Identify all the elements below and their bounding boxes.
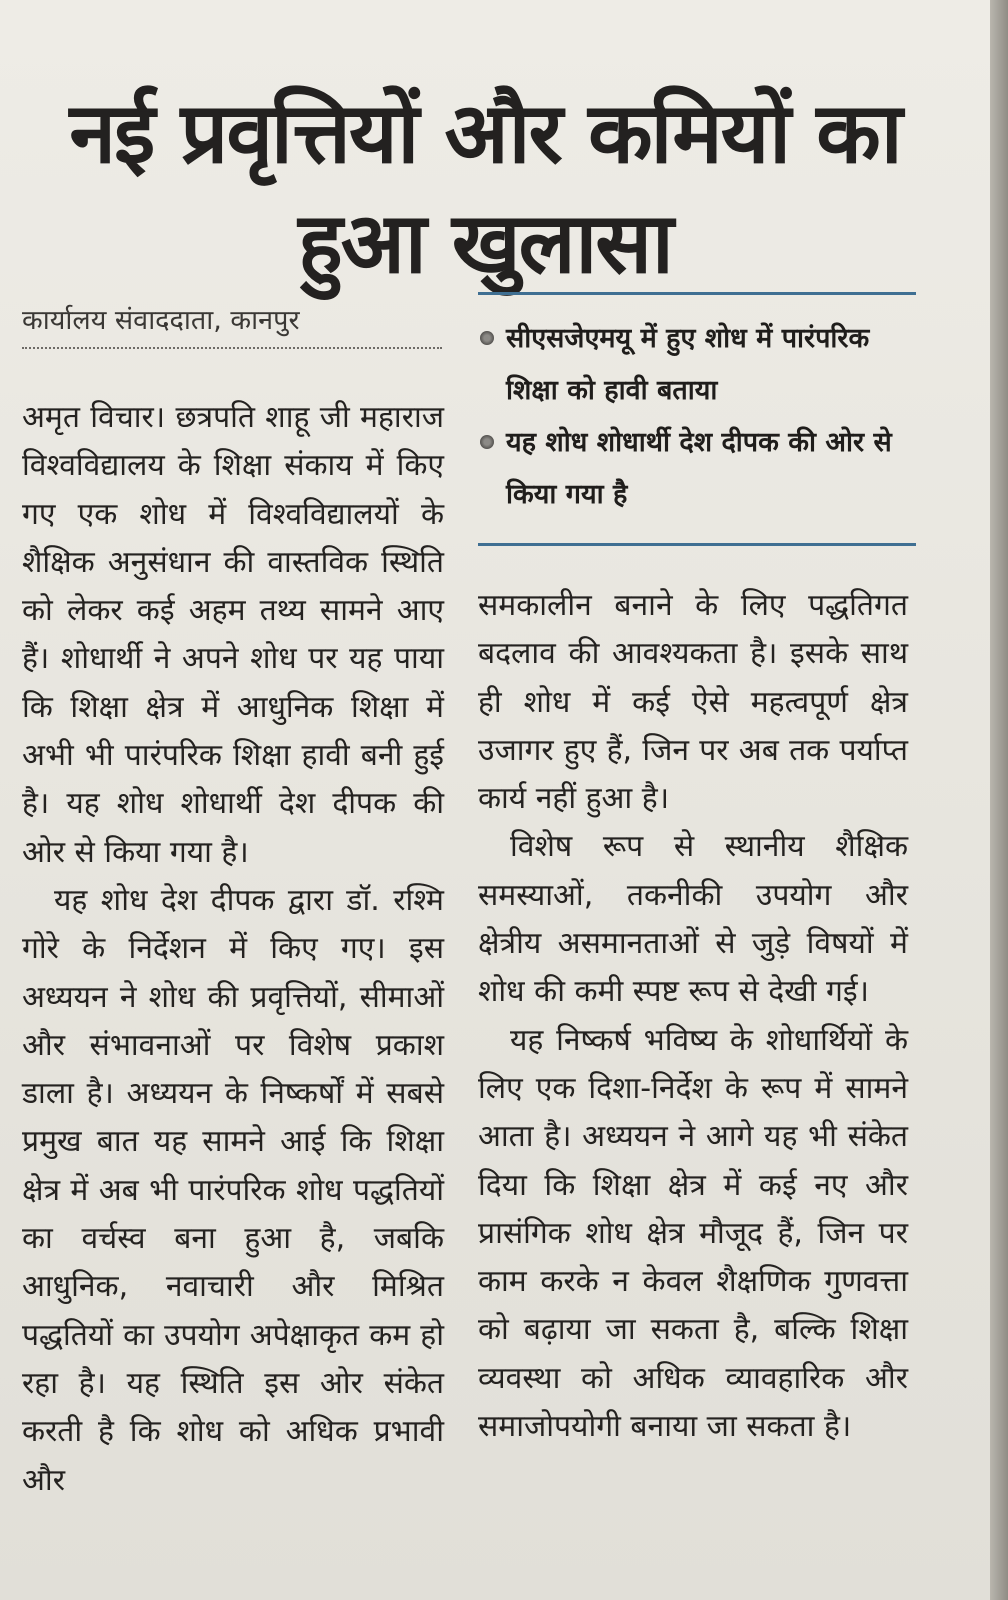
paragraph: अमृत विचार। छत्रपति शाहू जी महाराज विश्वविद्यालय के शिक्षा संकाय में किए गए एक शोध में विश्वविद्यालयों के शैक्षिक अनुसंधान की वास्तविक स्थिति को लेकर कई अहम तथ्य सामने आए हैं। शोधार्थी ने अपने शोध पर यह पाया कि शिक्षा क्षेत्र में आधुनिक शिक्षा में अभी भी पारंपरिक शिक्षा हावी बनी हुई है। यह शोध शोधार्थी देश दीपक की ओर से किया गया है। — [22, 400, 444, 870]
page-edge — [990, 0, 1008, 1600]
paragraph: समकालीन बनाने के लिए पद्धतिगत बदलाव की आवश्यकता है। इसके साथ ही शोध में कई ऐसे महत्वपूर्ण क्षेत्र उजागर हुए हैं, जिन पर अब तक पर्याप्त कार्य नहीं हुआ है। — [478, 588, 908, 817]
bullet-icon — [480, 435, 494, 449]
highlight-text: यह शोध शोधार्थी देश दीपक की ओर से किया गया है — [506, 427, 892, 510]
bullet-icon — [480, 331, 494, 345]
paragraph: विशेष रूप से स्थानीय शैक्षिक समस्याओं, तकनीकी उपयोग और क्षेत्रीय असमानताओं से जुड़े विषयों में शोध की कमी स्पष्ट रूप से देखी गई। — [478, 829, 908, 1010]
paragraph: यह निष्कर्ष भविष्य के शोधार्थियों के लिए एक दिशा-निर्देश के रूप में सामने आता है। अध्ययन ने आगे यह भी संकेत दिया कि शिक्षा क्षेत्र में कई नए और प्रासंगिक शोध क्षेत्र मौजूद हैं, जिन पर काम करके न केवल शैक्षणिक गुणवत्ता को बढ़ाया जा सकता है, बल्कि शिक्षा व्यवस्था को अधिक व्यावहारिक और समाजोपयोगी बनाया जा सकता है। — [478, 1022, 908, 1445]
highlight-item — [478, 417, 916, 521]
highlight-text: सीएसजेएमयू में हुए शोध में पारंपरिक शिक्षा को हावी बताया — [506, 323, 870, 406]
article-column-left — [22, 394, 444, 1505]
article-column-right — [478, 582, 908, 1451]
highlights-box — [478, 292, 916, 546]
headline: नई प्रवृत्तियों और कमियों का हुआ खुलासा — [69, 84, 901, 293]
byline: कार्यालय संवाददाता, कानपुर — [22, 300, 442, 349]
highlight-item — [478, 313, 916, 417]
paragraph: यह शोध देश दीपक द्वारा डॉ. रश्मि गोरे के निर्देशन में किए गए। इस अध्ययन ने शोध की प्रवृत्तियों, सीमाओं और संभावनाओं पर विशेष प्रकाश डाला है। अध्ययन के निष्कर्षों में सबसे प्रमुख बात यह सामने आई कि शिक्षा क्षेत्र में अब भी पारंपरिक शोध पद्धतियों का वर्चस्व बना हुआ है, जबकि आधुनिक, नवाचारी और मिश्रित पद्धतियों का उपयोग अपेक्षाकृत कम हो रहा है। यह स्थिति इस ओर संकेत करती है कि शोध को अधिक प्रभावी और — [22, 882, 444, 1498]
